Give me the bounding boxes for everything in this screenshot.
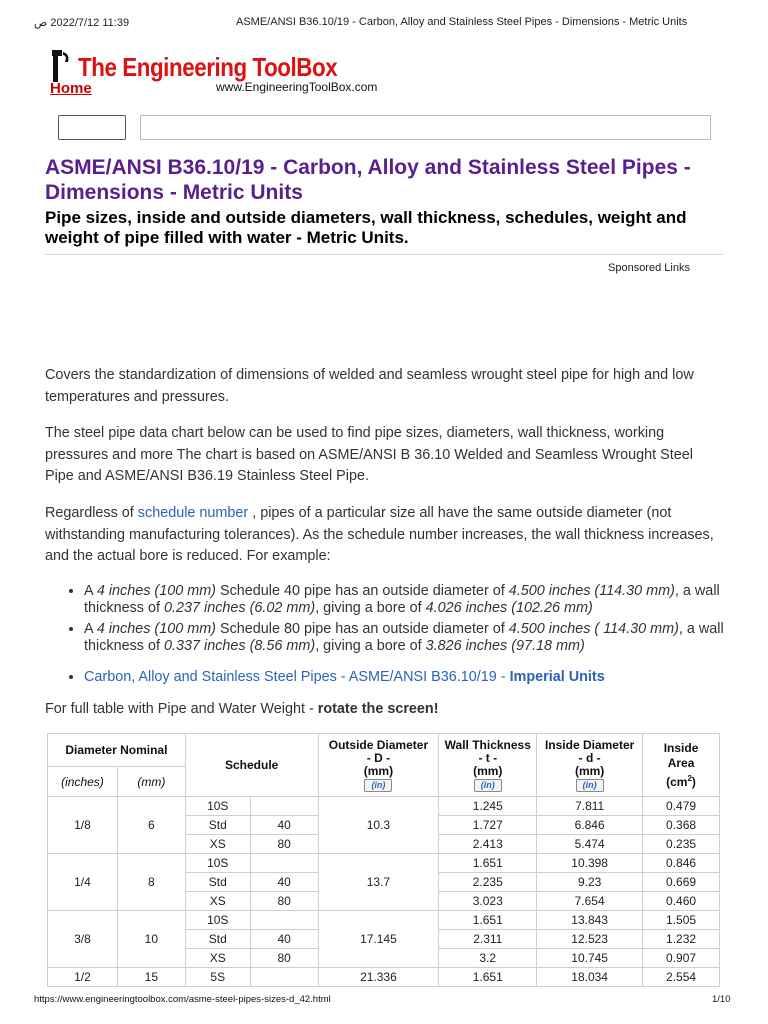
outside-diameter-header: Outside Diameter - D - (mm) (in) [318,734,439,797]
table-cell: 0.669 [643,873,720,892]
table-cell: 80 [250,949,318,968]
schedule-paragraph [45,503,725,568]
table-cell: 1/4 [48,854,118,911]
table-cell: 15 [117,968,185,987]
table-cell: 0.479 [643,797,720,816]
table-cell: 3.2 [439,949,537,968]
site-url: www.EngineeringToolBox.com [216,80,378,94]
table-cell: 80 [250,835,318,854]
logo-text: The Engineering ToolBox [78,52,338,82]
table-cell: 18.034 [537,968,643,987]
table-cell: 7.811 [537,797,643,816]
table-cell: 1.245 [439,797,537,816]
table-row [48,797,720,816]
table-cell: 12.523 [537,930,643,949]
table-cell: 21.336 [318,968,439,987]
rotate-note: For full table with Pipe and Water Weight - rotate the screen! [45,701,439,717]
table-cell: 1.651 [439,854,537,873]
table-cell: 1.505 [643,911,720,930]
search-input[interactable] [140,115,711,140]
imperial-units-link[interactable]: • Carbon, Alloy and Stainless Steel Pipes - ASME/ANSI B36.10/19 - Imperial Units [84,669,764,686]
table-cell: 9.23 [537,873,643,892]
schedule-text-post: , pipes of a particular size all have the same outside diameter (not withstanding manufacturing tolerances). As the schedule number increases, the wall thickness increases, and the actual bore is reduced. For example: [45,505,714,564]
footer-url: https://www.engineeringtoolbox.com/asme-steel-pipes-sizes-d_42.html [34,994,331,1005]
table-cell [250,797,318,816]
page-title: ASME/ANSI B36.10/19 - Carbon, Alloy and Stainless Steel Pipes - Dimensions - Metric Units [45,156,691,204]
wall-thickness-header: Wall Thickness - t - (mm) (in) [439,734,537,797]
inside-area-header: Inside Area $(cm^2)$ [643,734,720,797]
table-cell: 10S [185,854,250,873]
table-cell: 3.023 [439,892,537,911]
table-row [48,854,720,873]
table-cell: 1.727 [439,816,537,835]
table-cell: 5.474 [537,835,643,854]
table-cell: 2.235 [439,873,537,892]
table-cell: XS [185,949,250,968]
table-cell [250,968,318,987]
search-button[interactable] [58,115,126,140]
home-link[interactable]: Home [50,80,92,97]
table-cell: 17.145 [318,911,439,968]
pipe-dimensions-table [47,733,720,987]
inside-diameter-header: Inside Diameter - d - (mm) (in) [537,734,643,797]
table-cell: 10S [185,797,250,816]
example-list [45,583,764,690]
table-row [48,968,720,987]
table-cell: 1.651 [439,968,537,987]
schedule-header: Schedule [185,734,318,797]
table-cell: 40 [250,930,318,949]
wt-inch-toggle[interactable]: (in) [474,779,502,792]
table-cell: 0.907 [643,949,720,968]
od-inch-toggle[interactable]: (in) [364,779,392,792]
table-cell: 8 [117,854,185,911]
chart-paragraph: The steel pipe data chart below can be used to find pipe sizes, diameters, wall thickness, working pressures and more The chart is based on ASME/ANSI B 36.10 Welded and Seamless Wrought Steel Pipe and ASME/ANSI B36.19 Stainless Steel Pipe. [45,425,693,484]
table-cell: 10 [117,911,185,968]
schedule-text-pre: Regardless of [45,505,138,521]
table-cell: 1/8 [48,797,118,854]
schedule-number-link[interactable]: schedule number [137,505,249,521]
table-cell: Std [185,930,250,949]
table-cell: 2.311 [439,930,537,949]
table-cell: 10.3 [318,797,439,854]
table-cell: Std [185,873,250,892]
table-cell: 13.843 [537,911,643,930]
table-cell: 40 [250,873,318,892]
table-cell: 10S [185,911,250,930]
table-cell: 2.413 [439,835,537,854]
table-cell: 7.654 [537,892,643,911]
divider [45,254,723,255]
table-cell: 5S [185,968,250,987]
table-cell: 2.554 [643,968,720,987]
table-cell: 0.846 [643,854,720,873]
table-cell: 3/8 [48,911,118,968]
table-cell: 10.398 [537,854,643,873]
table-cell [250,854,318,873]
inches-header: (inches) [48,767,118,797]
list-item: • A 4 inches (100 mm) Schedule 40 pipe has an outside diameter of 4.500 inches (114.30 mm), a wall thickness of 0.237 inches (6.02 mm), giving a bore of 4.026 inches (102.26 mm) [84,583,764,617]
table-cell: XS [185,835,250,854]
list-item: • A 4 inches (100 mm) Schedule 80 pipe has an outside diameter of 4.500 inches ( 114.30 mm), a wall thickness of 0.337 inches (8.56 mm), giving a bore of 3.826 inches (97.18 mm) [84,621,764,655]
table-cell: 1/2 [48,968,118,987]
mm-header: (mm) [117,767,185,797]
print-datetime: 11:39 2022/7/12 ص [34,17,130,29]
table-cell: 0.235 [643,835,720,854]
page-number: 1/10 [712,994,731,1005]
table-cell: 1.232 [643,930,720,949]
table-cell: 13.7 [318,854,439,911]
table-cell: 6 [117,797,185,854]
table-cell: 0.460 [643,892,720,911]
id-inch-toggle[interactable]: (in) [576,779,604,792]
table-cell: 1.651 [439,911,537,930]
print-title: ASME/ANSI B36.10/19 - Carbon, Alloy and Stainless Steel Pipes - Dimensions - Metric Units [236,16,688,28]
table-cell: 0.368 [643,816,720,835]
sponsored-label: Sponsored Links [608,262,690,274]
table-cell: XS [185,892,250,911]
table-cell: 6.846 [537,816,643,835]
page-subtitle: Pipe sizes, inside and outside diameters, wall thickness, schedules, weight and weight of pipe filled with water - Metric Units. [45,208,687,247]
table-cell: 40 [250,816,318,835]
table-cell: 80 [250,892,318,911]
intro-paragraph: Covers the standardization of dimensions of welded and seamless wrought steel pipe for high and low temperatures and pressures. [45,367,694,405]
table-row [48,911,720,930]
table-cell: 10.745 [537,949,643,968]
table-cell: Std [185,816,250,835]
table-cell [250,911,318,930]
diameter-nominal-header: Diameter Nominal [48,734,186,767]
